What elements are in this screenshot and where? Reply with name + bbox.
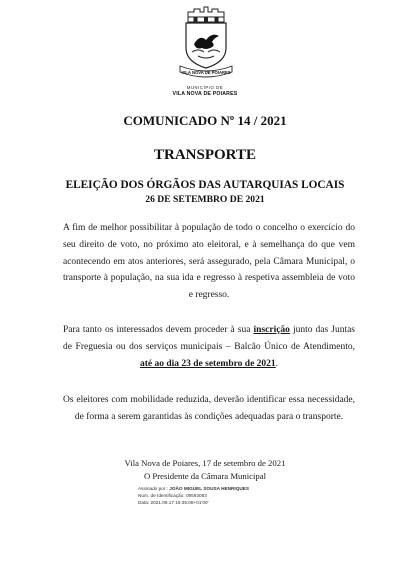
subject-heading: TRANSPORTE <box>154 147 256 163</box>
signed-by-line <box>138 485 298 492</box>
registration-text-a: Para tanto os interessados devem proceder à sua <box>63 325 254 335</box>
paragraph-registration <box>63 322 355 372</box>
municipal-crest-logo <box>174 4 238 82</box>
signature-timestamp: Data: 2021.09.17 16:35:08+01'00' <box>138 500 209 505</box>
digital-signature-block <box>138 485 298 506</box>
signatory-role: O Presidente da Câmara Municipal <box>143 471 267 481</box>
identification-number: Num. de Identificação: 09593083 <box>138 493 207 498</box>
municipality-label: MUNICÍPIO DE <box>186 85 224 90</box>
event-date: 26 DE SETEMBRO DE 2021 <box>145 194 265 205</box>
communique-number: COMUNICADO Nº 14 / 2021 <box>123 113 287 128</box>
registration-keyword: inscrição <box>253 325 290 335</box>
event-heading: ELEIÇÃO DOS ÓRGÃOS DAS AUTARQUIAS LOCAIS <box>65 179 345 191</box>
signed-by-label: Assinado por : <box>138 486 170 491</box>
registration-text-e: . <box>275 358 279 369</box>
paragraph-intro: A fim de melhor possibilitar à população de todo o concelho o exercício do seu direito de voto, no próximo ato eleitoral, e à semelhança do que vem acontecendo em atos anteriores, será assegurado, pela Câmara Municipal, o transporte à população, na sua ida e regresso à respetiva assembleia de voto e regresso. <box>63 223 355 301</box>
signer-name: JOÃO MIGUEL SOUSA HENRIQUES <box>169 486 249 491</box>
municipality-name: VILA NOVA DE POIARES <box>172 91 238 97</box>
paragraph-mobility: Os eleitores com mobilidade reduzida, deverão identificar essa necessidade, de forma a serem garantidas às condições adequadas para o transporte. <box>63 395 355 422</box>
place-and-date: Vila Nova de Poiares, 17 de setembro de 2021 <box>124 458 286 468</box>
crest-ribbon-text: VILA NOVA DE POIARES <box>181 70 231 75</box>
registration-deadline: até ao dia 23 de setembro de 2021 <box>139 358 276 369</box>
registration-text-c: junto das Juntas de Freguesia ou dos serviços municipais – Balcão Único de Atendimento, <box>63 325 355 352</box>
